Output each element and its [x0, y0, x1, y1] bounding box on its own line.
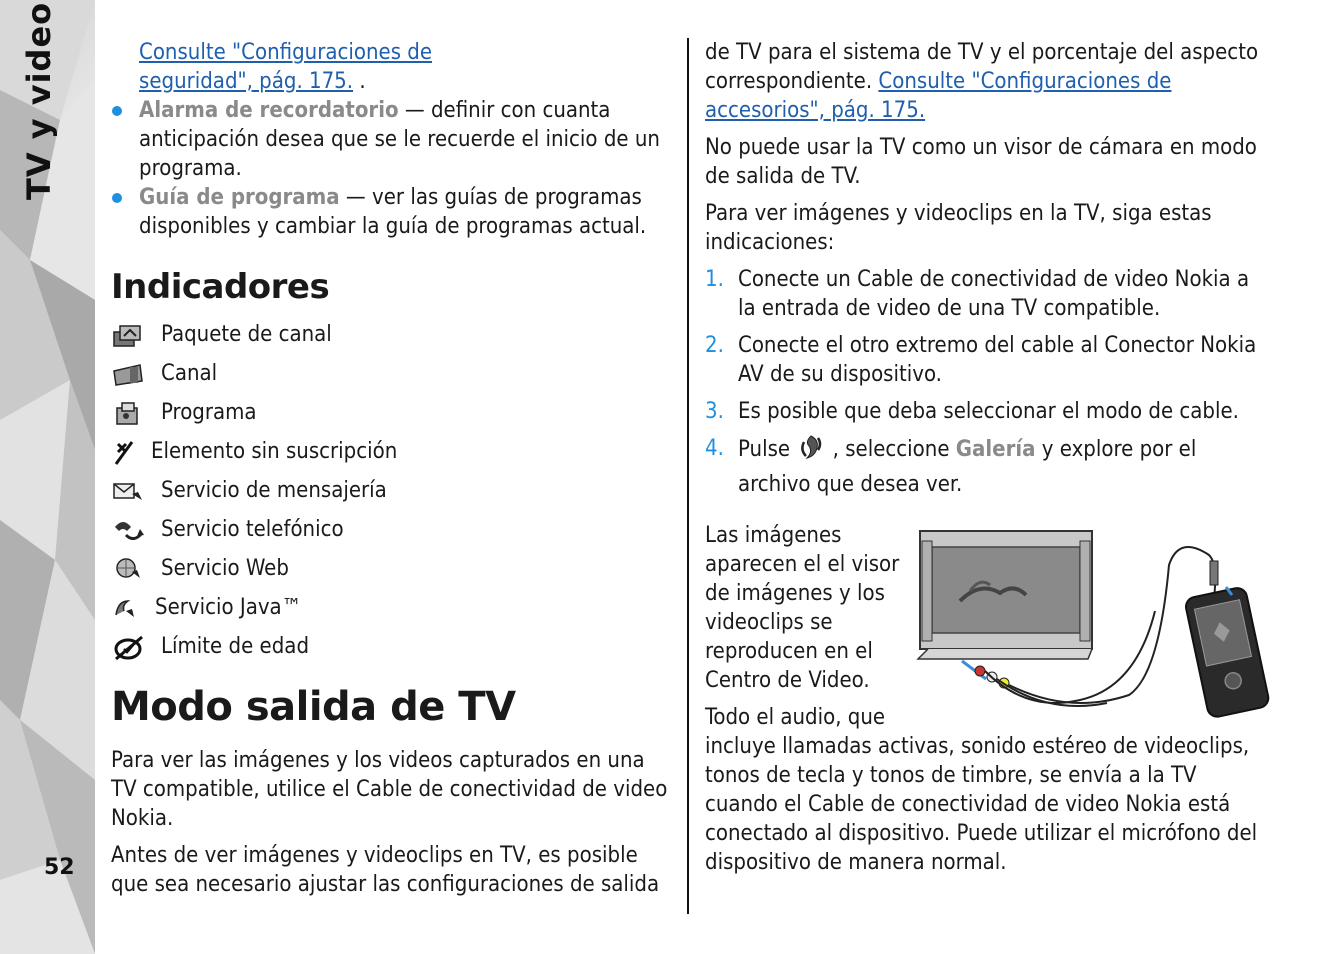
intro-paragraph: Consulte "Configuraciones de seguridad", pág. 175. .: [139, 40, 433, 94]
channel-icon: [111, 360, 147, 388]
age-limit-icon: [111, 633, 147, 661]
java-service-icon: [111, 594, 143, 622]
step-number: 4.: [705, 436, 724, 461]
indicator-label: Canal: [161, 361, 218, 386]
step-item: [705, 331, 1270, 389]
images-paragraph: Las imágenes aparecen el el visor de imágenes y los videoclips se reproducen en el Centro de Video.: [705, 523, 900, 693]
indicator-row: [111, 549, 673, 588]
menu-key-icon: [798, 434, 824, 470]
page-number: 52: [44, 855, 75, 880]
tv-out-paragraph: Antes de ver imágenes y videoclips en TV, es posible que sea necesario ajustar las configuraciones de salida: [111, 843, 660, 897]
step-number: 1.: [705, 267, 724, 292]
right-column: [705, 38, 1270, 877]
list-item-text: — definir con cuanta anticipación desea que se le recuerde el inicio de un programa.: [139, 98, 660, 181]
step-text: Conecte un Cable de conectividad de video Nokia a la entrada de video de una TV compatible.: [738, 267, 1250, 321]
indicator-row: [111, 315, 673, 354]
tv-out-heading: Modo salida de TV: [111, 684, 516, 730]
accessory-settings-link[interactable]: Consulte "Configuraciones de accesorios", pág. 175.: [705, 69, 1172, 123]
indicator-label: Programa: [161, 400, 257, 425]
list-item: [111, 183, 673, 241]
indicator-row: [111, 471, 673, 510]
indicator-label: Servicio de mensajería: [161, 478, 387, 503]
indicator-label: Paquete de canal: [161, 322, 332, 347]
step-item: 4. Pulse , seleccione Galería y explore por el archivo que desea ver.: [705, 436, 1197, 497]
channel-package-icon: [111, 321, 147, 349]
messaging-service-icon: [111, 477, 147, 505]
indicator-label: Elemento sin suscripción: [151, 439, 398, 464]
step-number: 2.: [705, 333, 724, 358]
step-text: Es posible que deba seleccionar el modo de cable.: [738, 399, 1239, 424]
tv-connection-illustration: [910, 521, 1270, 725]
audio-paragraph: Todo el audio, que incluye llamadas activas, sonido estéreo de videoclips, tonos de tecla y tonos de timbre, se envía a la TV cuando el Cable de conectividad de video Nokia está conectado al dispositivo. Puede utilizar el micrófono del dispositivo de manera normal.: [705, 705, 1258, 875]
indicator-row: [111, 432, 673, 471]
indicator-label: Servicio Java™: [155, 595, 302, 620]
indicator-row: [111, 627, 673, 666]
program-icon: [111, 399, 147, 427]
settings-list: [111, 96, 673, 241]
web-service-icon: [111, 555, 147, 583]
no-subscription-icon: [111, 438, 139, 466]
indicator-row: [111, 354, 673, 393]
left-column: [111, 38, 673, 899]
indicator-label: Servicio telefónico: [161, 517, 344, 542]
indicator-row: [111, 393, 673, 432]
step-item: [705, 397, 1270, 426]
column-divider: [687, 38, 689, 914]
indicator-row: [111, 510, 673, 549]
camera-paragraph: No puede usar la TV como un visor de cámara en modo de salida de TV.: [705, 135, 1257, 189]
indicator-label: Límite de edad: [161, 634, 310, 659]
indicator-row: [111, 588, 673, 627]
tv-out-paragraph: Para ver las imágenes y los videos capturados en una TV compatible, utilice el Cable de conectividad de video Nokia.: [111, 748, 668, 831]
section-title: TV y video: [20, 1, 58, 200]
steps-intro: Para ver imágenes y videoclips en la TV, siga estas indicaciones:: [705, 201, 1212, 255]
security-settings-link[interactable]: Consulte "Configuraciones de seguridad", pág. 175.: [139, 40, 433, 94]
phone-service-icon: [111, 516, 147, 544]
sidebar: [0, 0, 95, 954]
list-item: [111, 96, 673, 183]
list-item-term: Guía de programa: [139, 185, 340, 210]
indicator-label: Servicio Web: [161, 556, 289, 581]
step-text: Conecte el otro extremo del cable al Conector Nokia AV de su dispositivo.: [738, 333, 1257, 387]
list-item-text: — ver las guías de programas disponibles y cambiar la guía de programas actual.: [139, 185, 647, 239]
steps-list: [705, 265, 1270, 499]
step-item: [705, 265, 1270, 323]
gallery-term: Galería: [955, 437, 1036, 462]
bullet-icon: [112, 106, 122, 116]
list-item-term: Alarma de recordatorio: [139, 98, 399, 123]
step-number: 3.: [705, 399, 724, 424]
continued-paragraph: de TV para el sistema de TV y el porcentaje del aspecto correspondiente. Consulte "Configuraciones de accesorios", pág. 175.: [705, 40, 1259, 123]
indicators-list: [111, 315, 673, 666]
indicators-heading: Indicadores: [111, 267, 330, 307]
bullet-icon: [112, 193, 122, 203]
